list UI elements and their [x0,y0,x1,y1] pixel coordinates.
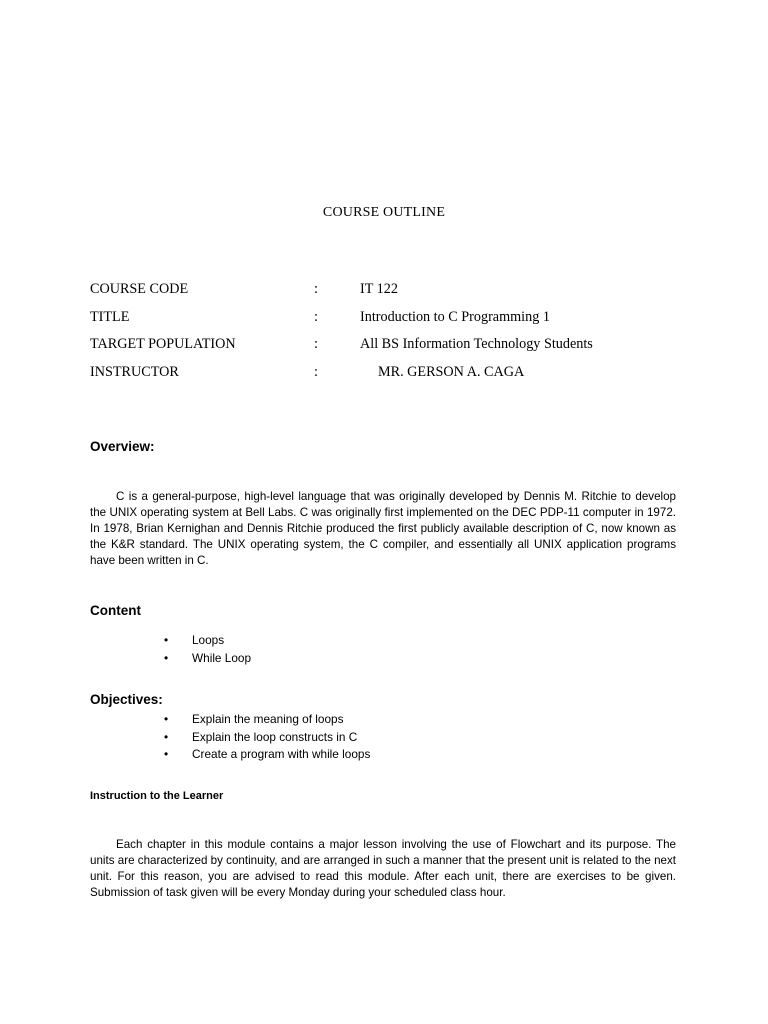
list-item [164,650,251,668]
list-item [164,711,370,729]
list-item-text: Create a program with while loops [192,747,371,761]
bullet-icon: • [164,729,169,744]
overview-paragraph: C is a general-purpose, high-level language that was originally developed by Dennis M. Ritchie to develop the UNIX operating system at Bell Labs. C was originally first implemented on the DEC PDP-11 computer in 1972. In 1978, Brian Kernighan and Dennis Ritchie produced the first publicly available description of C, now known as the K&R standard. The UNIX operating system, the C compiler, and essentially all UNIX application programs have been written in C. [90,490,676,568]
list-item-text: While Loop [192,650,252,665]
list-item [164,729,370,747]
info-value: All BS Information Technology Students [360,336,593,353]
content-list [164,632,251,667]
page-title: COURSE OUTLINE [322,205,446,220]
objectives-list [164,711,370,764]
bullet-icon: • [164,650,169,665]
objectives-heading: Objectives: [90,692,163,707]
info-row-target-population [90,336,690,364]
info-row-instructor [90,364,690,392]
info-value: Introduction to C Programming 1 [360,308,550,325]
list-item-text: Explain the loop constructs in C [192,729,358,744]
overview-heading: Overview: [90,439,155,454]
instruction-paragraph: Each chapter in this module contains a major lesson involving the use of Flowchart and its purpose. The units are characterized by continuity, and are arranged in such a manner that the present unit is related to the next unit. For this reason, you are advised to read this module. After each unit, there are exercises to be given. Submission of task given will be every Monday during your scheduled class hour. [90,838,676,900]
info-label: TARGET POPULATION [90,336,236,353]
info-value: IT 122 [360,281,398,297]
info-label: TITLE [90,308,130,325]
bullet-icon: • [164,712,169,726]
bullet-icon: • [164,747,169,761]
info-colon: : [314,308,318,325]
list-item [164,632,251,650]
info-colon: : [314,364,318,381]
list-item [164,746,370,764]
info-row-course-code [90,281,690,309]
info-label: COURSE CODE [90,281,189,297]
info-colon: : [314,281,318,297]
info-label: INSTRUCTOR [90,364,179,381]
info-value: MR. GERSON A. CAGA [378,364,525,381]
bullet-icon: • [164,633,169,647]
info-colon: : [314,336,318,353]
instruction-heading: Instruction to the Learner [90,790,224,802]
info-row-title [90,309,690,337]
content-heading: Content [90,603,141,618]
list-item-text: Loops [192,633,225,647]
course-info-table [90,281,690,392]
list-item-text: Explain the meaning of loops [192,712,344,726]
